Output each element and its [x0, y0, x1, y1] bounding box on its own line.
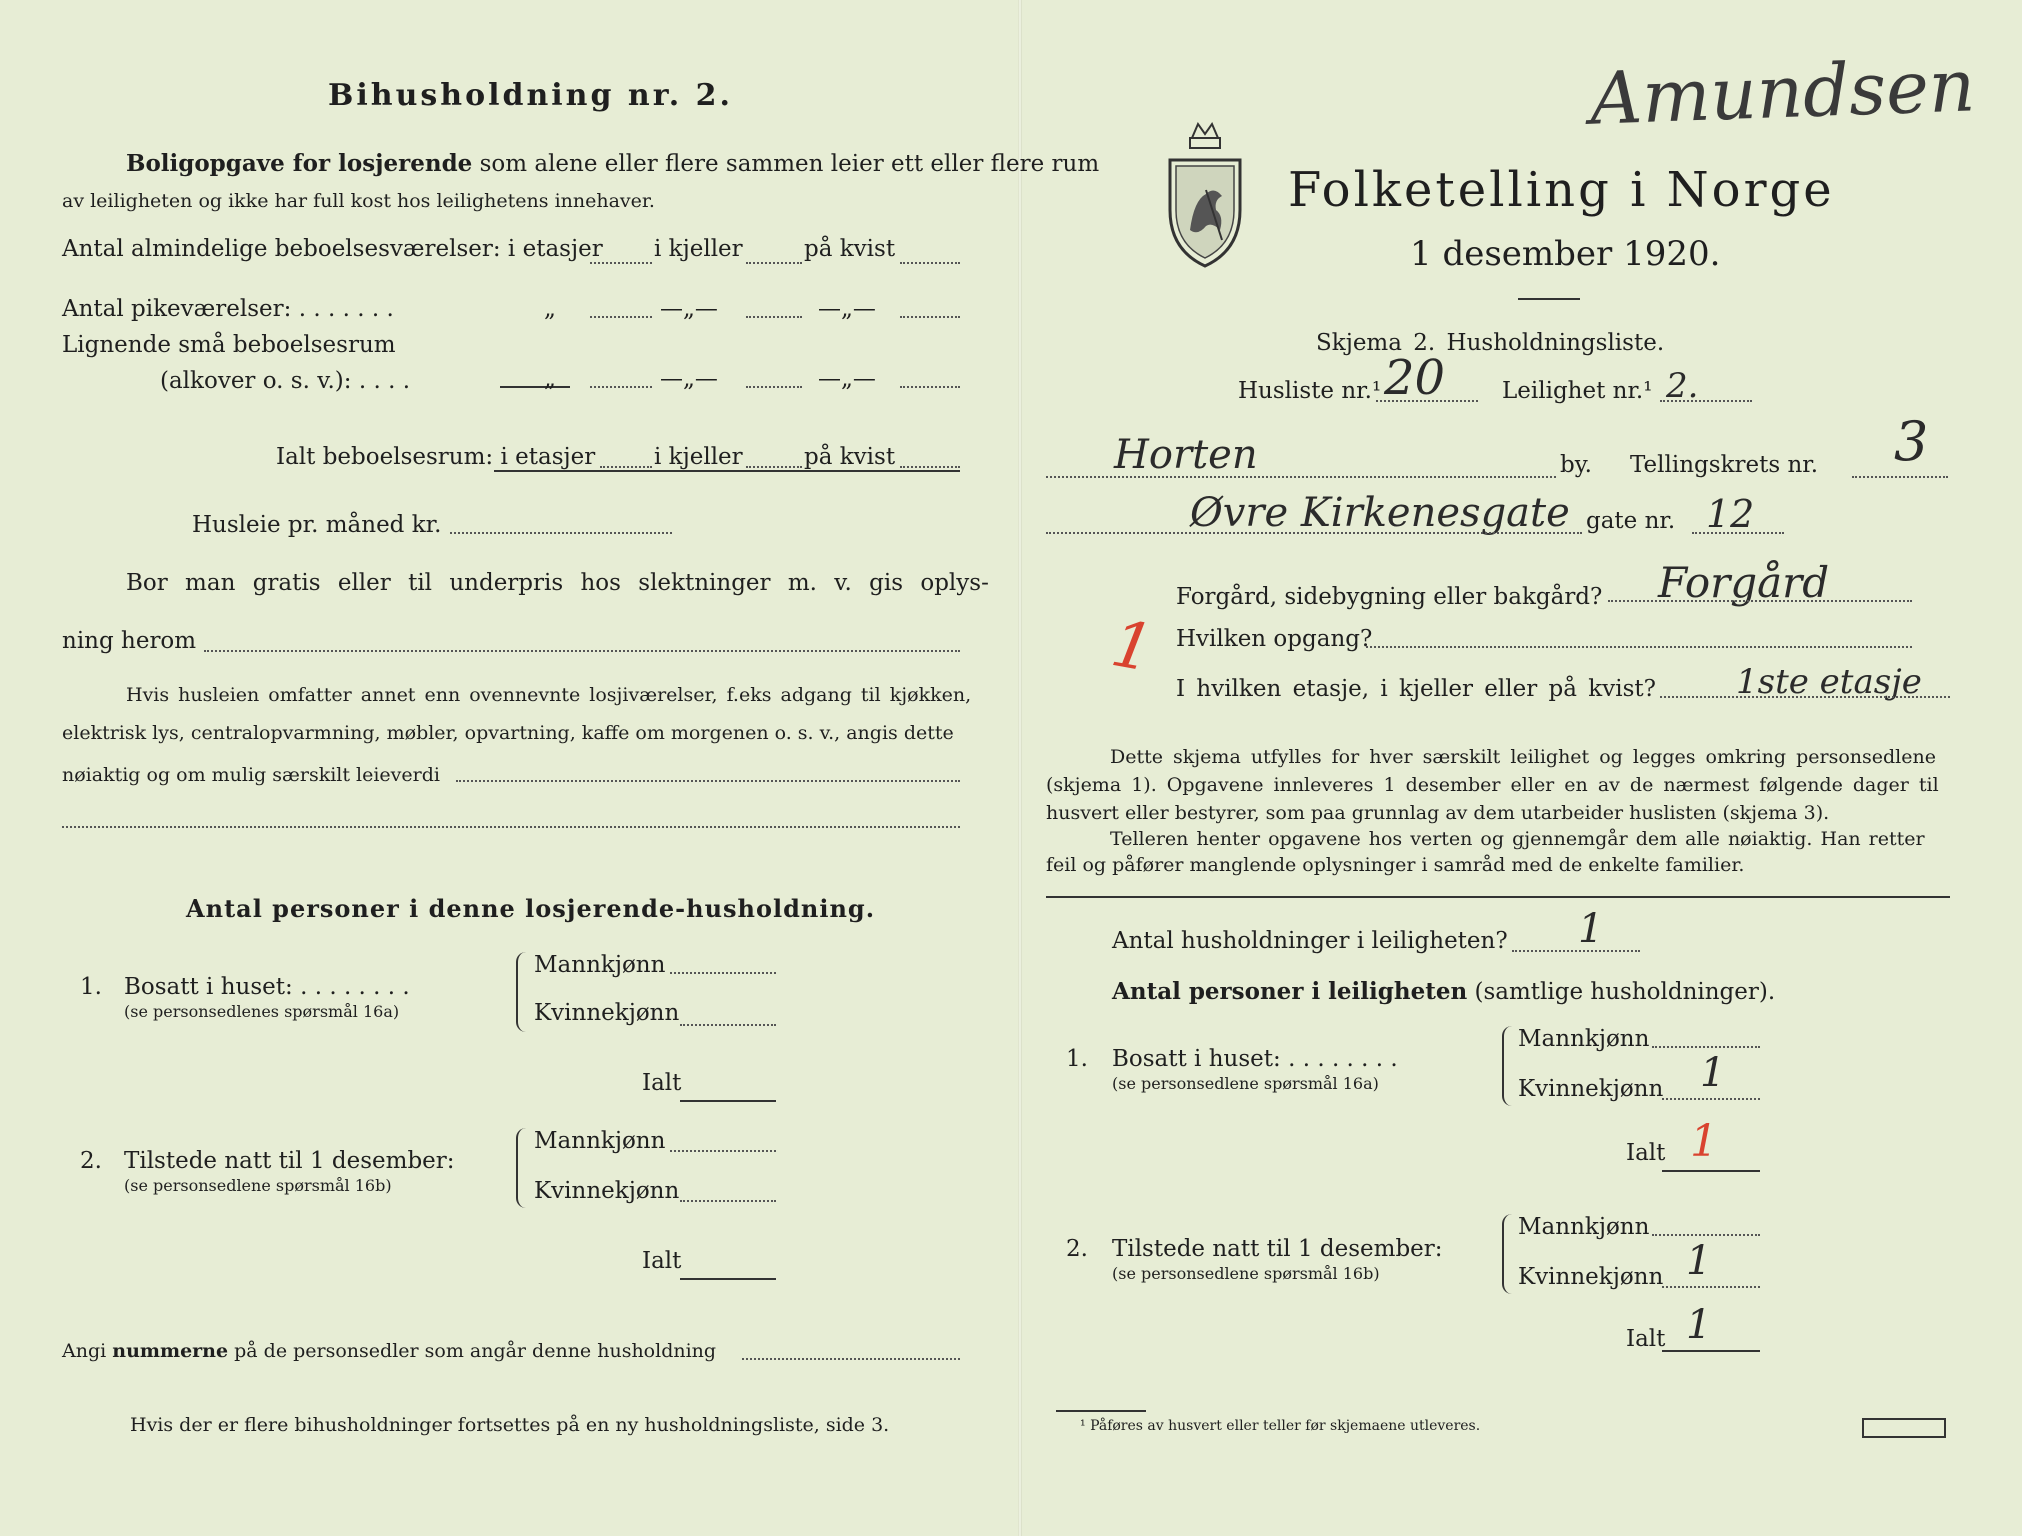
info-line-1: Dette skjema utfylles for hver særskilt leilighet og legges omkring personsedlene	[1110, 746, 1936, 768]
antal-hush-field	[1512, 950, 1640, 952]
right-q2-ialt-value[interactable]: 1	[1686, 1302, 1712, 1348]
info-line-3: husvert eller bestyrer, som paa grunnlag av dem utarbeider huslisten (skjema 3).	[1046, 802, 1830, 824]
right-q2-kvinne-field	[1662, 1286, 1760, 1288]
tellingskrets-value[interactable]: 3	[1894, 410, 1929, 473]
alkover-etasjer-field[interactable]	[590, 386, 652, 388]
ialt-kvist-field[interactable]	[900, 466, 960, 468]
right-q2-brace	[1502, 1214, 1514, 1294]
antal-pike-label: Antal pikeværelser: . . . . . . .	[62, 296, 394, 322]
left-q1-brace	[516, 952, 528, 1032]
left-q2-ialt-field[interactable]	[680, 1278, 776, 1280]
angi-pre: Angi	[62, 1340, 107, 1362]
right-q1-ialt-label: Ialt	[1626, 1140, 1666, 1166]
alkover-quote: „	[544, 366, 556, 392]
angi-bold: nummerne	[112, 1340, 229, 1362]
forgaard-value[interactable]: Forgård	[1658, 558, 1830, 607]
left-q1-kvinne-label: Kvinnekjønn	[534, 1000, 680, 1026]
pike-kvist-field[interactable]	[900, 316, 960, 318]
ning-herom-label: ning herom	[62, 628, 197, 654]
by-field	[1046, 476, 1556, 478]
right-q1-mann-field[interactable]	[1652, 1046, 1760, 1048]
gate-nr-field	[1692, 532, 1784, 534]
gate-nr-value[interactable]: 12	[1706, 492, 1755, 536]
intro-line-2: av leiligheten og ikke har full kost hos leilighetens innehaver.	[62, 190, 655, 212]
hvis-line-2: elektrisk lys, centralopvarmning, møbler, opvartning, kaffe om morgenen o. s. v., angis dette	[62, 722, 954, 744]
husliste-label: Husliste nr.¹	[1238, 378, 1382, 404]
alkover-dash-2: —„—	[818, 366, 876, 392]
right-q2-num: 2.	[1066, 1236, 1088, 1262]
alkover-dash-1: —„—	[660, 366, 718, 392]
hvis-line-1: Hvis husleien omfatter annet enn ovennevnte losjiværelser, f.eks adgang til kjøkken,	[126, 684, 972, 706]
info-line-4: Telleren henter opgavene hos verten og gjennemgår dem alle nøiaktig. Han retter	[1110, 828, 1925, 850]
left-q2-num: 2.	[80, 1148, 102, 1174]
right-q1-kvinne-label: Kvinnekjønn	[1518, 1076, 1664, 1102]
antal-pers-bold: Antal personer i leiligheten	[1112, 978, 1468, 1005]
alkover-underline	[500, 386, 570, 388]
antal-pers-heading	[1112, 978, 1775, 1005]
tellingskrets-label: Tellingskrets nr.	[1630, 452, 1819, 478]
skjema-label: Skjema 2. Husholdningsliste.	[1316, 330, 1665, 356]
left-q2-kvinne-label: Kvinnekjønn	[534, 1178, 680, 1204]
left-q2-brace	[516, 1128, 528, 1208]
leieverdi-field-2[interactable]	[62, 826, 960, 828]
antal-hush-value[interactable]: 1	[1578, 906, 1604, 952]
intro-line-1	[126, 150, 1099, 177]
right-q1-sub: (se personsedlene spørsmål 16a)	[1112, 1074, 1379, 1093]
right-q1-kvinne-value[interactable]: 1	[1700, 1050, 1726, 1096]
ialt-beboelse-label: Ialt beboelsesrum: i etasjer	[276, 444, 596, 470]
alm-kvist-field[interactable]	[900, 262, 960, 264]
angi-text	[62, 1340, 716, 1362]
husliste-field	[1376, 400, 1478, 402]
etasje-value[interactable]: 1ste etasje	[1736, 662, 1922, 702]
left-q2-sub: (se personsedlene spørsmål 16b)	[124, 1176, 392, 1195]
antal-personer-heading: Antal personer i denne losjerende-husholdning.	[186, 894, 876, 923]
left-title: Bihusholdning nr. 2.	[328, 78, 733, 113]
ialt-kjeller-field[interactable]	[746, 466, 802, 468]
by-value[interactable]: Horten	[1114, 432, 1258, 478]
right-q1-brace	[1502, 1026, 1514, 1106]
alkover-kvist-field[interactable]	[900, 386, 960, 388]
bor-man-text: Bor man gratis eller til underpris hos slektninger m. v. gis oplys-	[126, 570, 989, 596]
pike-quote: „	[544, 296, 556, 322]
husleie-label: Husleie pr. måned kr.	[192, 512, 442, 538]
left-q1-sub: (se personsedlenes spørsmål 16a)	[124, 1002, 400, 1021]
alkover-label: (alkover o. s. v.): . . . .	[160, 368, 411, 394]
gate-label: gate nr.	[1586, 508, 1676, 534]
angi-field[interactable]	[742, 1358, 960, 1360]
angi-rest: på de personsedler som angår denne husholdning	[234, 1340, 717, 1362]
forgaard-label: Forgård, sidebygning eller bakgård?	[1176, 584, 1603, 610]
pike-dash-1: —„—	[660, 296, 718, 322]
left-footer: Hvis der er flere bihusholdninger fortsettes på en ny husholdningsliste, side 3.	[130, 1414, 890, 1436]
footnote: ¹ Påføres av husvert eller teller før skjemaene utleveres.	[1080, 1418, 1481, 1434]
by-label: by.	[1560, 452, 1592, 478]
gate-value[interactable]: Øvre Kirkenesgate	[1190, 490, 1570, 536]
left-q1-mann-field[interactable]	[670, 972, 776, 974]
page-fold	[1018, 0, 1022, 1536]
left-q1-label: Bosatt i huset: . . . . . . . .	[124, 974, 410, 1000]
right-q2-ialt-field	[1662, 1350, 1760, 1352]
title-rule	[1518, 298, 1580, 300]
left-q2-mann-label: Mannkjønn	[534, 1128, 666, 1154]
left-q1-kvinne-field[interactable]	[680, 1024, 776, 1026]
right-q2-label: Tilstede natt til 1 desember:	[1112, 1236, 1443, 1262]
intro-bold: Boligopgave for losjerende	[126, 150, 473, 177]
etasje-field	[1660, 696, 1950, 698]
ialt-beboelse-underline	[494, 470, 960, 472]
right-q2-kvinne-value[interactable]: 1	[1686, 1238, 1712, 1284]
opgang-label: Hvilken opgang?	[1176, 626, 1373, 652]
etasje-label: I hvilken etasje, i kjeller eller på kvist?	[1176, 676, 1656, 702]
red-mark: 1	[1105, 607, 1159, 687]
left-q2-mann-field[interactable]	[670, 1150, 776, 1152]
husleie-field[interactable]	[450, 532, 672, 534]
lignende-label: Lignende små beboelsesrum	[62, 332, 396, 358]
hvis-line-3: nøiaktig og om mulig særskilt leieverdi	[62, 764, 440, 786]
right-date: 1 desember 1920.	[1410, 234, 1721, 274]
signature: Amundsen	[1588, 43, 1977, 141]
right-q1-num: 1.	[1066, 1046, 1088, 1072]
antal-pers-rest: (samtlige husholdninger).	[1474, 979, 1776, 1005]
opgang-field[interactable]	[1366, 646, 1912, 648]
norwegian-coat-of-arms-icon	[1162, 120, 1248, 270]
right-q2-ialt-label: Ialt	[1626, 1326, 1666, 1352]
antal-alm-label: Antal almindelige beboelsesværelser: i etasjer	[62, 236, 603, 262]
section-divider	[1046, 896, 1950, 898]
leilighet-value[interactable]: 2.	[1666, 366, 1699, 406]
leieverdi-field[interactable]	[456, 780, 960, 782]
right-q2-mann-label: Mannkjønn	[1518, 1214, 1650, 1240]
left-q2-ialt-label: Ialt	[642, 1248, 682, 1274]
tellingskrets-field	[1852, 476, 1948, 478]
gate-field	[1046, 532, 1582, 534]
right-q2-mann-field[interactable]	[1652, 1234, 1760, 1236]
ning-herom-field[interactable]	[204, 650, 960, 652]
right-q1-label: Bosatt i huset: . . . . . . . .	[1112, 1046, 1398, 1072]
alm-kjeller-label: i kjeller	[654, 236, 743, 262]
right-q1-ialt-value[interactable]: 1	[1690, 1116, 1718, 1167]
ialt-kjeller-label: i kjeller	[654, 444, 743, 470]
right-q2-kvinne-label: Kvinnekjønn	[1518, 1264, 1664, 1290]
left-q2-kvinne-field[interactable]	[680, 1200, 776, 1202]
pike-etasjer-field[interactable]	[590, 316, 652, 318]
left-q2-label: Tilstede natt til 1 desember:	[124, 1148, 455, 1174]
alm-kvist-label: på kvist	[804, 236, 896, 262]
forgaard-field	[1608, 600, 1912, 602]
alm-etasjer-field[interactable]	[590, 262, 652, 264]
intro-rest: som alene eller flere sammen leier ett eller flere rum	[479, 151, 1100, 177]
left-q1-num: 1.	[80, 974, 102, 1000]
left-q1-mann-label: Mannkjønn	[534, 952, 666, 978]
leilighet-field	[1660, 400, 1752, 402]
right-q1-ialt-field	[1662, 1170, 1760, 1172]
info-line-2: (skjema 1). Opgavene innleveres 1 desember eller en av de nærmest følgende dager til	[1046, 774, 1939, 796]
printer-stamp	[1862, 1418, 1946, 1438]
right-title: Folketelling i Norge	[1288, 162, 1835, 218]
left-q1-ialt-field[interactable]	[680, 1100, 776, 1102]
alm-kjeller-field[interactable]	[746, 262, 802, 264]
footnote-rule	[1056, 1410, 1146, 1412]
alkover-kjeller-field[interactable]	[746, 386, 802, 388]
pike-dash-2: —„—	[818, 296, 876, 322]
ialt-kvist-label: på kvist	[804, 444, 896, 470]
right-q1-mann-label: Mannkjønn	[1518, 1026, 1650, 1052]
pike-kjeller-field[interactable]	[746, 316, 802, 318]
right-q1-kvinne-field	[1662, 1098, 1760, 1100]
antal-hush-label: Antal husholdninger i leiligheten?	[1112, 928, 1508, 954]
ialt-etasjer-field[interactable]	[600, 466, 652, 468]
left-q1-ialt-label: Ialt	[642, 1070, 682, 1096]
leilighet-label: Leilighet nr.¹	[1502, 378, 1653, 404]
info-line-5: feil og påfører manglende oplysninger i samråd med de enkelte familier.	[1046, 854, 1745, 876]
right-q2-sub: (se personsedlene spørsmål 16b)	[1112, 1264, 1380, 1283]
husliste-value[interactable]: 20	[1384, 350, 1446, 406]
